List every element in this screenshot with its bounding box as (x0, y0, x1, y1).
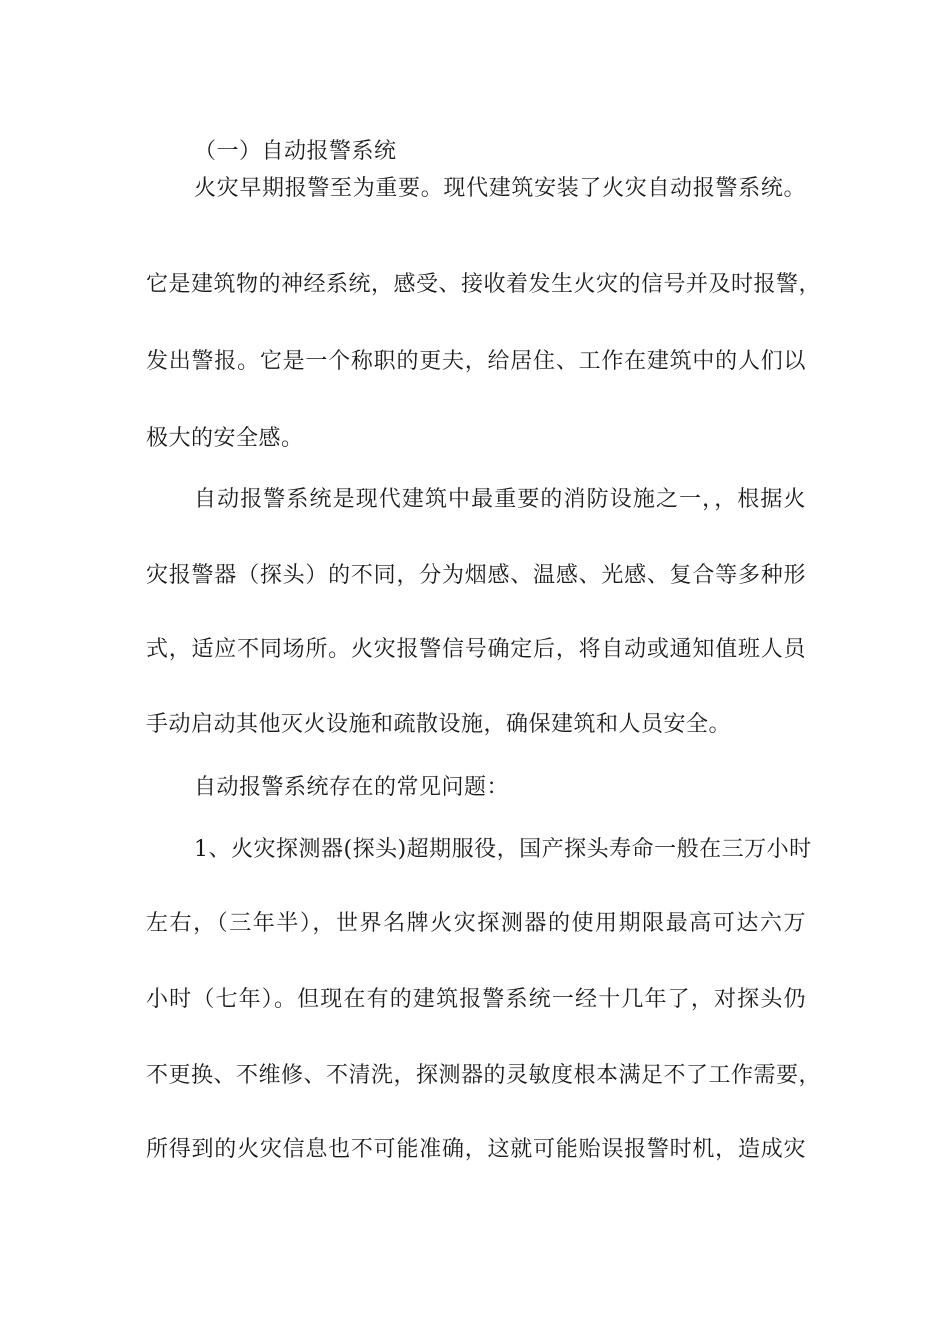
paragraph-1-line-1: 火灾早期报警至为重要。现代建筑安装了火灾自动报警系统。 (194, 176, 806, 201)
paragraph-4-line-3: 小时（七年）。但现在有的建筑报警系统一经十几年了，对探头仍 (146, 987, 806, 1012)
paragraph-2-line-4: 手动启动其他灭火设施和疏散设施，确保建筑和人员安全。 (146, 712, 732, 737)
paragraph-1-line-3: 发出警报。它是一个称职的更夫，给居住、工作在建筑中的人们以 (146, 349, 806, 374)
paragraph-4-line-4: 不更换、不维修、不清洗，探测器的灵敏度根本满足不了工作需要， (146, 1063, 822, 1088)
paragraph-4-line-1: 1、火灾探测器(探头)超期服役，国产探头寿命一般在三万小时 (194, 837, 812, 862)
paragraph-4-line-2: 左右，（三年半），世界名牌火灾探测器的使用期限最高可达六万 (146, 911, 806, 936)
paragraph-1-line-4: 极大的安全感。 (146, 426, 304, 451)
section-heading: （一）自动报警系统 (194, 139, 397, 164)
paragraph-2-line-2: 灾报警器（探头）的不同，分为烟感、温感、光感、复合等多种形 (146, 563, 806, 588)
paragraph-3-line-1: 自动报警系统存在的常见问题： (194, 775, 510, 800)
paragraph-2-line-1: 自动报警系统是现代建筑中最重要的消防设施之一，，根据火 (194, 487, 806, 512)
paragraph-1-line-2: 它是建筑物的神经系统，感受、接收着发生火灾的信号并及时报警， (146, 272, 822, 297)
paragraph-2-line-3: 式，适应不同场所。火灾报警信号确定后，将自动或通知值班人员 (146, 637, 806, 662)
paragraph-4-line-5: 所得到的火灾信息也不可能准确，这就可能贻误报警时机，造成灾 (146, 1137, 806, 1162)
